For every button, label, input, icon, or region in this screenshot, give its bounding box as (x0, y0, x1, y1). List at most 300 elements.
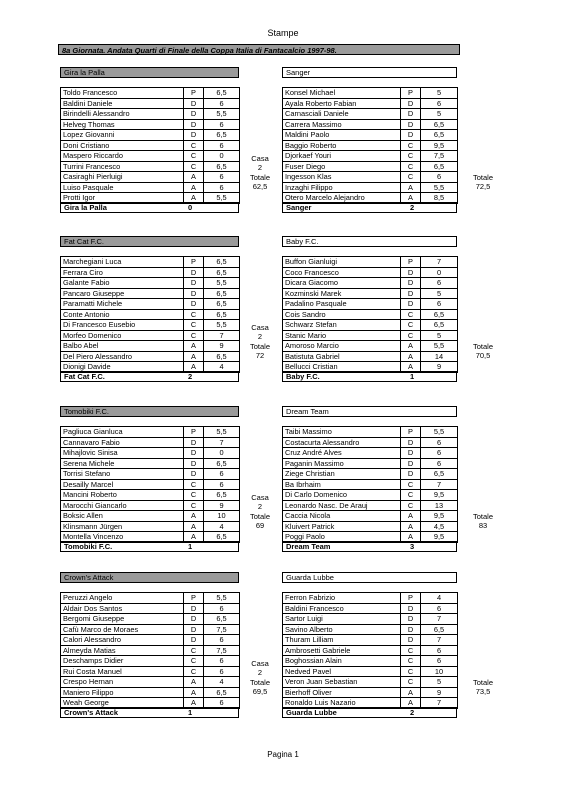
home-result-bar (60, 707, 239, 718)
player-name: Kozminski Marek (283, 288, 401, 299)
result-team-name: Baby F.C. (286, 371, 320, 381)
table-row (283, 130, 458, 141)
player-name: Inzaghi Filippo (283, 182, 401, 193)
result-goals: 1 (188, 541, 193, 551)
table-row (61, 161, 240, 172)
table-row (61, 172, 240, 183)
player-role: D (184, 130, 204, 141)
player-vote: 5,5 (421, 182, 458, 193)
away-team-header: Guarda Lubbe (282, 572, 457, 583)
player-name: Paramatti Michele (61, 299, 184, 310)
player-vote: 6 (204, 635, 240, 646)
player-vote: 6 (421, 645, 458, 656)
table-row (61, 140, 240, 151)
player-role: C (401, 172, 421, 183)
player-name: Leonardo Nasc. De Arauj (283, 500, 401, 511)
player-name: Luiso Pasquale (61, 182, 184, 193)
result-goals: 1 (188, 707, 193, 717)
table-row (283, 479, 458, 490)
player-name: Taibi Massimo (283, 427, 401, 438)
player-role: C (184, 161, 204, 172)
player-name: Klinsmann Jürgen (61, 521, 184, 532)
player-vote: 14 (421, 351, 458, 362)
result-goals: 0 (188, 202, 193, 212)
player-name: Conte Antonio (61, 309, 184, 320)
player-role: D (401, 130, 421, 141)
player-name: Maniero Filippo (61, 687, 184, 698)
home-team-header: Crown's Attack (60, 572, 239, 583)
player-role: P (184, 88, 204, 99)
table-row (61, 458, 240, 469)
player-role: D (401, 119, 421, 130)
table-row (283, 140, 458, 151)
player-role: A (401, 193, 421, 204)
player-vote: 6 (421, 448, 458, 459)
home-bonus-value: 2 (257, 332, 263, 341)
player-name: Ziege Christian (283, 469, 401, 480)
player-role: A (184, 172, 204, 183)
table-row (283, 161, 458, 172)
result-goals: 3 (410, 541, 415, 551)
player-vote: 7 (421, 614, 458, 625)
player-name: Ba Ibrhaim (283, 479, 401, 490)
home-total-value: 69,5 (252, 687, 268, 696)
table-row (283, 458, 458, 469)
player-role: C (184, 140, 204, 151)
player-vote: 7 (204, 330, 240, 341)
player-name: Serena Michele (61, 458, 184, 469)
player-vote: 5 (421, 288, 458, 299)
player-vote: 10 (421, 666, 458, 677)
player-vote: 5,5 (204, 193, 240, 204)
table-row (61, 182, 240, 193)
player-vote: 6 (204, 666, 240, 677)
player-name: Lopez Giovanni (61, 130, 184, 141)
table-row (61, 278, 240, 289)
player-vote: 7 (421, 635, 458, 646)
player-role: A (184, 698, 204, 709)
player-vote: 4,5 (421, 521, 458, 532)
player-role: P (184, 257, 204, 268)
home-total-value: 69 (255, 521, 265, 530)
result-team-name: Dream Team (286, 541, 331, 551)
table-row (283, 603, 458, 614)
home-team-header: Gira la Palla (60, 67, 239, 78)
player-name: Morfeo Domenico (61, 330, 184, 341)
player-name: Otero Marcelo Alejandro (283, 193, 401, 204)
player-role: P (184, 427, 204, 438)
table-row (61, 351, 240, 362)
player-vote: 6,5 (421, 130, 458, 141)
table-row (61, 656, 240, 667)
player-vote: 6 (421, 458, 458, 469)
table-row (61, 666, 240, 677)
player-role: A (401, 511, 421, 522)
player-name: Amoroso Marcio (283, 341, 401, 352)
table-row (283, 677, 458, 688)
player-role: A (184, 521, 204, 532)
player-role: P (184, 593, 204, 604)
table-row (283, 288, 458, 299)
player-name: Mihajlovic Sinisa (61, 448, 184, 459)
player-role: D (184, 267, 204, 278)
player-role: A (401, 362, 421, 373)
player-vote: 6,5 (421, 309, 458, 320)
home-roster-table (60, 592, 240, 709)
table-row (283, 490, 458, 501)
player-name: Costacurta Alessandro (283, 437, 401, 448)
table-row (283, 98, 458, 109)
home-totale-label: Totale (249, 172, 270, 182)
table-row (283, 151, 458, 162)
table-row (283, 448, 458, 459)
player-vote: 6,5 (421, 119, 458, 130)
player-vote: 6,5 (204, 257, 240, 268)
player-role: D (184, 437, 204, 448)
player-name: Torrisi Stefano (61, 469, 184, 480)
table-row (61, 490, 240, 501)
away-result-bar (282, 541, 457, 552)
player-name: Galante Fabio (61, 278, 184, 289)
player-role: A (401, 521, 421, 532)
player-role: D (401, 299, 421, 310)
result-team-name: Fat Cat F.C. (64, 371, 105, 381)
player-vote: 6 (204, 656, 240, 667)
result-team-name: Sanger (286, 202, 312, 212)
away-total-value: 70,5 (475, 351, 491, 360)
table-row (61, 603, 240, 614)
player-role: C (184, 500, 204, 511)
player-role: D (401, 109, 421, 120)
player-name: Carrera Massimo (283, 119, 401, 130)
player-vote: 6 (204, 182, 240, 193)
table-row (283, 656, 458, 667)
result-goals: 2 (188, 371, 193, 381)
player-role: A (401, 351, 421, 362)
player-name: Poggi Paolo (283, 532, 401, 543)
table-row (283, 427, 458, 438)
table-row (61, 267, 240, 278)
player-vote: 9 (421, 362, 458, 373)
player-role: D (184, 288, 204, 299)
player-name: Maldini Paolo (283, 130, 401, 141)
player-name: Veron Juan Sebastian (283, 677, 401, 688)
table-row (283, 614, 458, 625)
away-totale-label: Totale (472, 677, 493, 687)
player-name: Padalino Pasquale (283, 299, 401, 310)
player-role: D (184, 603, 204, 614)
player-vote: 7 (204, 437, 240, 448)
player-name: Boksic Allen (61, 511, 184, 522)
table-row (283, 687, 458, 698)
player-role: C (401, 645, 421, 656)
player-name: Baggio Roberto (283, 140, 401, 151)
player-vote: 6,5 (421, 320, 458, 331)
player-role: C (401, 479, 421, 490)
player-role: C (184, 330, 204, 341)
player-vote: 9,5 (421, 532, 458, 543)
player-name: Cannavaro Fabio (61, 437, 184, 448)
player-role: C (184, 666, 204, 677)
player-name: Kluivert Patrick (283, 521, 401, 532)
player-role: D (401, 635, 421, 646)
player-role: D (184, 614, 204, 625)
table-row (61, 299, 240, 310)
player-role: C (184, 309, 204, 320)
result-goals: 2 (410, 707, 415, 717)
table-row (283, 267, 458, 278)
player-vote: 6 (421, 172, 458, 183)
table-row (61, 645, 240, 656)
player-vote: 10 (204, 511, 240, 522)
player-role: D (184, 119, 204, 130)
table-row (61, 687, 240, 698)
home-total-value: 72 (255, 351, 265, 360)
table-row (61, 109, 240, 120)
table-row (61, 614, 240, 625)
player-vote: 6 (204, 603, 240, 614)
player-vote: 5,5 (204, 109, 240, 120)
player-role: C (184, 151, 204, 162)
table-row (61, 257, 240, 268)
away-totale-label: Totale (472, 341, 493, 351)
player-vote: 9 (421, 687, 458, 698)
away-totale-label: Totale (472, 172, 493, 182)
table-row (61, 130, 240, 141)
player-role: D (401, 614, 421, 625)
player-role: A (184, 362, 204, 373)
table-row (283, 330, 458, 341)
player-name: Bergomi Giuseppe (61, 614, 184, 625)
home-roster-table (60, 256, 240, 373)
table-row (283, 109, 458, 120)
table-row (61, 88, 240, 99)
result-goals: 1 (410, 371, 415, 381)
player-role: C (184, 656, 204, 667)
table-row (61, 593, 240, 604)
player-role: A (401, 182, 421, 193)
player-vote: 5,5 (421, 341, 458, 352)
player-name: Dicara Giacomo (283, 278, 401, 289)
result-team-name: Guarda Lubbe (286, 707, 337, 717)
away-total-value: 83 (478, 521, 488, 530)
player-role: D (401, 278, 421, 289)
player-name: Toldo Francesco (61, 88, 184, 99)
player-name: Fuser Diego (283, 161, 401, 172)
table-row (283, 182, 458, 193)
player-vote: 7,5 (421, 151, 458, 162)
player-role: C (401, 309, 421, 320)
player-name: Thuram Lilliam (283, 635, 401, 646)
player-name: Crespo Hernan (61, 677, 184, 688)
player-role: C (401, 151, 421, 162)
page-footer: Pagina 1 (267, 750, 299, 759)
player-vote: 7 (421, 698, 458, 709)
away-roster-table (282, 87, 458, 204)
player-role: D (401, 437, 421, 448)
player-role: A (184, 532, 204, 543)
away-roster-table (282, 256, 458, 373)
table-row (61, 341, 240, 352)
home-roster-table (60, 87, 240, 204)
player-vote: 5,5 (204, 320, 240, 331)
player-vote: 6,5 (204, 288, 240, 299)
player-name: Balbo Abel (61, 341, 184, 352)
player-vote: 6 (421, 656, 458, 667)
home-casa-label: Casa (251, 658, 269, 668)
player-name: Ambrosetti Gabriele (283, 645, 401, 656)
table-row (283, 351, 458, 362)
player-role: D (401, 288, 421, 299)
player-vote: 6,5 (204, 88, 240, 99)
player-vote: 6,5 (204, 351, 240, 362)
player-role: P (401, 88, 421, 99)
player-name: Turrini Francesco (61, 161, 184, 172)
player-role: C (401, 656, 421, 667)
player-vote: 6 (421, 603, 458, 614)
table-row (61, 330, 240, 341)
player-vote: 6 (204, 469, 240, 480)
player-role: D (401, 624, 421, 635)
player-vote: 9,5 (421, 490, 458, 501)
player-role: D (184, 635, 204, 646)
player-vote: 6 (204, 140, 240, 151)
player-role: A (184, 511, 204, 522)
table-row (61, 511, 240, 522)
player-vote: 6,5 (421, 624, 458, 635)
player-name: Konsel Michael (283, 88, 401, 99)
away-team-header: Sanger (282, 67, 457, 78)
player-role: A (184, 687, 204, 698)
player-name: Del Piero Alessandro (61, 351, 184, 362)
player-vote: 0 (204, 151, 240, 162)
player-role: D (184, 278, 204, 289)
table-row (283, 500, 458, 511)
player-name: Di Francesco Eusebio (61, 320, 184, 331)
table-row (283, 511, 458, 522)
player-name: Carnasciali Daniele (283, 109, 401, 120)
home-casa-label: Casa (251, 153, 269, 163)
player-role: A (401, 698, 421, 709)
player-vote: 6 (421, 98, 458, 109)
player-name: Marocchi Giancarlo (61, 500, 184, 511)
player-role: C (184, 645, 204, 656)
player-vote: 6,5 (204, 532, 240, 543)
player-name: Maspero Riccardo (61, 151, 184, 162)
player-name: Aldair Dos Santos (61, 603, 184, 614)
player-name: Pagliuca Gianluca (61, 427, 184, 438)
table-row (61, 427, 240, 438)
player-name: Cafù Marco de Moraes (61, 624, 184, 635)
player-role: D (401, 267, 421, 278)
table-row (61, 677, 240, 688)
home-bonus-value: 2 (257, 163, 263, 172)
player-name: Ingesson Klas (283, 172, 401, 183)
player-role: D (401, 448, 421, 459)
home-bonus-value: 2 (257, 668, 263, 677)
table-row (61, 448, 240, 459)
player-vote: 4 (204, 677, 240, 688)
player-name: Mancini Roberto (61, 490, 184, 501)
player-role: A (184, 677, 204, 688)
player-name: Sartor Luigi (283, 614, 401, 625)
player-role: C (401, 666, 421, 677)
player-vote: 13 (421, 500, 458, 511)
table-row (61, 151, 240, 162)
home-totale-label: Totale (249, 677, 270, 687)
player-name: Bellucci Cristian (283, 362, 401, 373)
home-result-bar (60, 202, 239, 213)
table-row (283, 309, 458, 320)
player-role: D (184, 469, 204, 480)
player-name: Batistuta Gabriel (283, 351, 401, 362)
player-vote: 8,5 (421, 193, 458, 204)
player-role: A (401, 687, 421, 698)
player-name: Ferrara Ciro (61, 267, 184, 278)
player-vote: 9 (204, 500, 240, 511)
home-result-bar (60, 541, 239, 552)
player-vote: 6,5 (204, 161, 240, 172)
player-vote: 6 (204, 98, 240, 109)
player-role: A (401, 341, 421, 352)
player-vote: 6,5 (204, 614, 240, 625)
player-vote: 5,5 (204, 278, 240, 289)
player-vote: 9,5 (421, 511, 458, 522)
player-role: D (184, 624, 204, 635)
player-role: D (401, 458, 421, 469)
player-name: Doni Cristiano (61, 140, 184, 151)
table-row (283, 469, 458, 480)
table-row (61, 469, 240, 480)
player-role: D (184, 109, 204, 120)
player-vote: 0 (204, 448, 240, 459)
player-role: P (401, 257, 421, 268)
player-role: C (401, 330, 421, 341)
player-role: C (401, 320, 421, 331)
player-role: P (401, 427, 421, 438)
player-name: Djorkaef Youri (283, 151, 401, 162)
player-role: C (401, 140, 421, 151)
player-vote: 6,5 (204, 267, 240, 278)
player-name: Rui Costa Manuel (61, 666, 184, 677)
home-totale-label: Totale (249, 341, 270, 351)
player-vote: 6 (421, 299, 458, 310)
home-team-header: Fat Cat F.C. (60, 236, 239, 247)
player-vote: 5 (421, 330, 458, 341)
player-name: Ronaldo Luis Nazario (283, 698, 401, 709)
table-row (61, 521, 240, 532)
player-role: C (401, 490, 421, 501)
table-row (283, 88, 458, 99)
table-row (61, 624, 240, 635)
player-vote: 6,5 (204, 309, 240, 320)
home-casa-label: Casa (251, 322, 269, 332)
player-name: Peruzzi Angelo (61, 593, 184, 604)
result-goals: 2 (410, 202, 415, 212)
player-name: Protti Igor (61, 193, 184, 204)
player-vote: 6 (421, 437, 458, 448)
player-role: A (401, 532, 421, 543)
player-vote: 5,5 (421, 427, 458, 438)
table-row (283, 320, 458, 331)
away-roster-table (282, 426, 458, 543)
player-name: Schwarz Stefan (283, 320, 401, 331)
player-role: D (184, 458, 204, 469)
player-name: Ferron Fabrizio (283, 593, 401, 604)
player-role: A (184, 193, 204, 204)
player-vote: 4 (204, 362, 240, 373)
home-team-header: Tomobiki F.C. (60, 406, 239, 417)
